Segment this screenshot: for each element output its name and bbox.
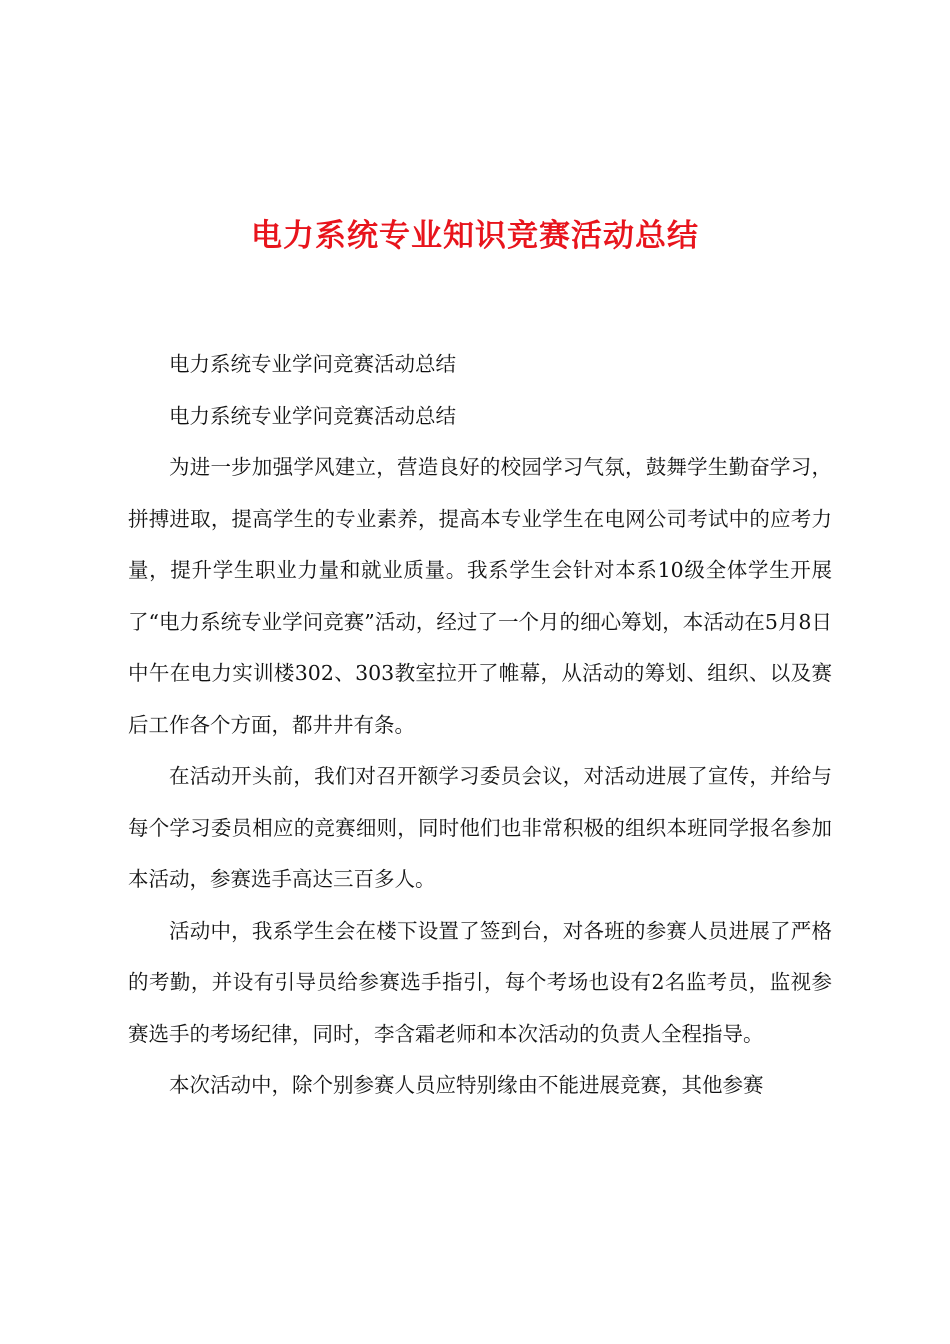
paragraph-participation: 本次活动中，除个别参赛人员应特别缘由不能进展竞赛，其他参赛 (169, 1073, 764, 1097)
paragraph-subtitle-2: 电力系统专业学问竞赛活动总结 (169, 403, 456, 428)
paragraph-subtitle-1: 电力系统专业学问竞赛活动总结 (169, 352, 456, 376)
document-title: 电力系统专业知识竞赛活动总结 (251, 218, 699, 254)
paragraph-during-event: 活动中，我系学生会在楼下设置了签到台，对各班的参赛人员进展了严格的考勤，并设有引导员给参赛选手指引，每个考场也设有2名监考员，监视参赛选手的考场纪律，同时，李含霜老师和本次活动的负责人全程指导。 (128, 918, 832, 1046)
document-body (128, 339, 832, 1112)
paragraph-preparation: 在活动开头前，我们对召开额学习委员会议，对活动进展了宣传，并给与每个学习委员相应的竞赛细则，同时他们也非常积极的组织本班同学报名参加本活动，参赛选手高达三百多人。 (128, 764, 832, 891)
paragraph-intro: 为进一步加强学风建立，营造良好的校园学习气氛，鼓舞学生勤奋学习，拼搏进取，提高学生的专业素养，提高本专业学生在电网公司考试中的应考力量，提升学生职业力量和就业质量。我系学生会针对本系10级全体学生开展了“电力系统专业学问竞赛”活动，经过了一个月的细心筹划，本活动在5月8日中午在电力实训楼302、303教室拉开了帷幕，从活动的筹划、组织、以及赛后工作各个方面，都井井有条。 (128, 455, 832, 737)
